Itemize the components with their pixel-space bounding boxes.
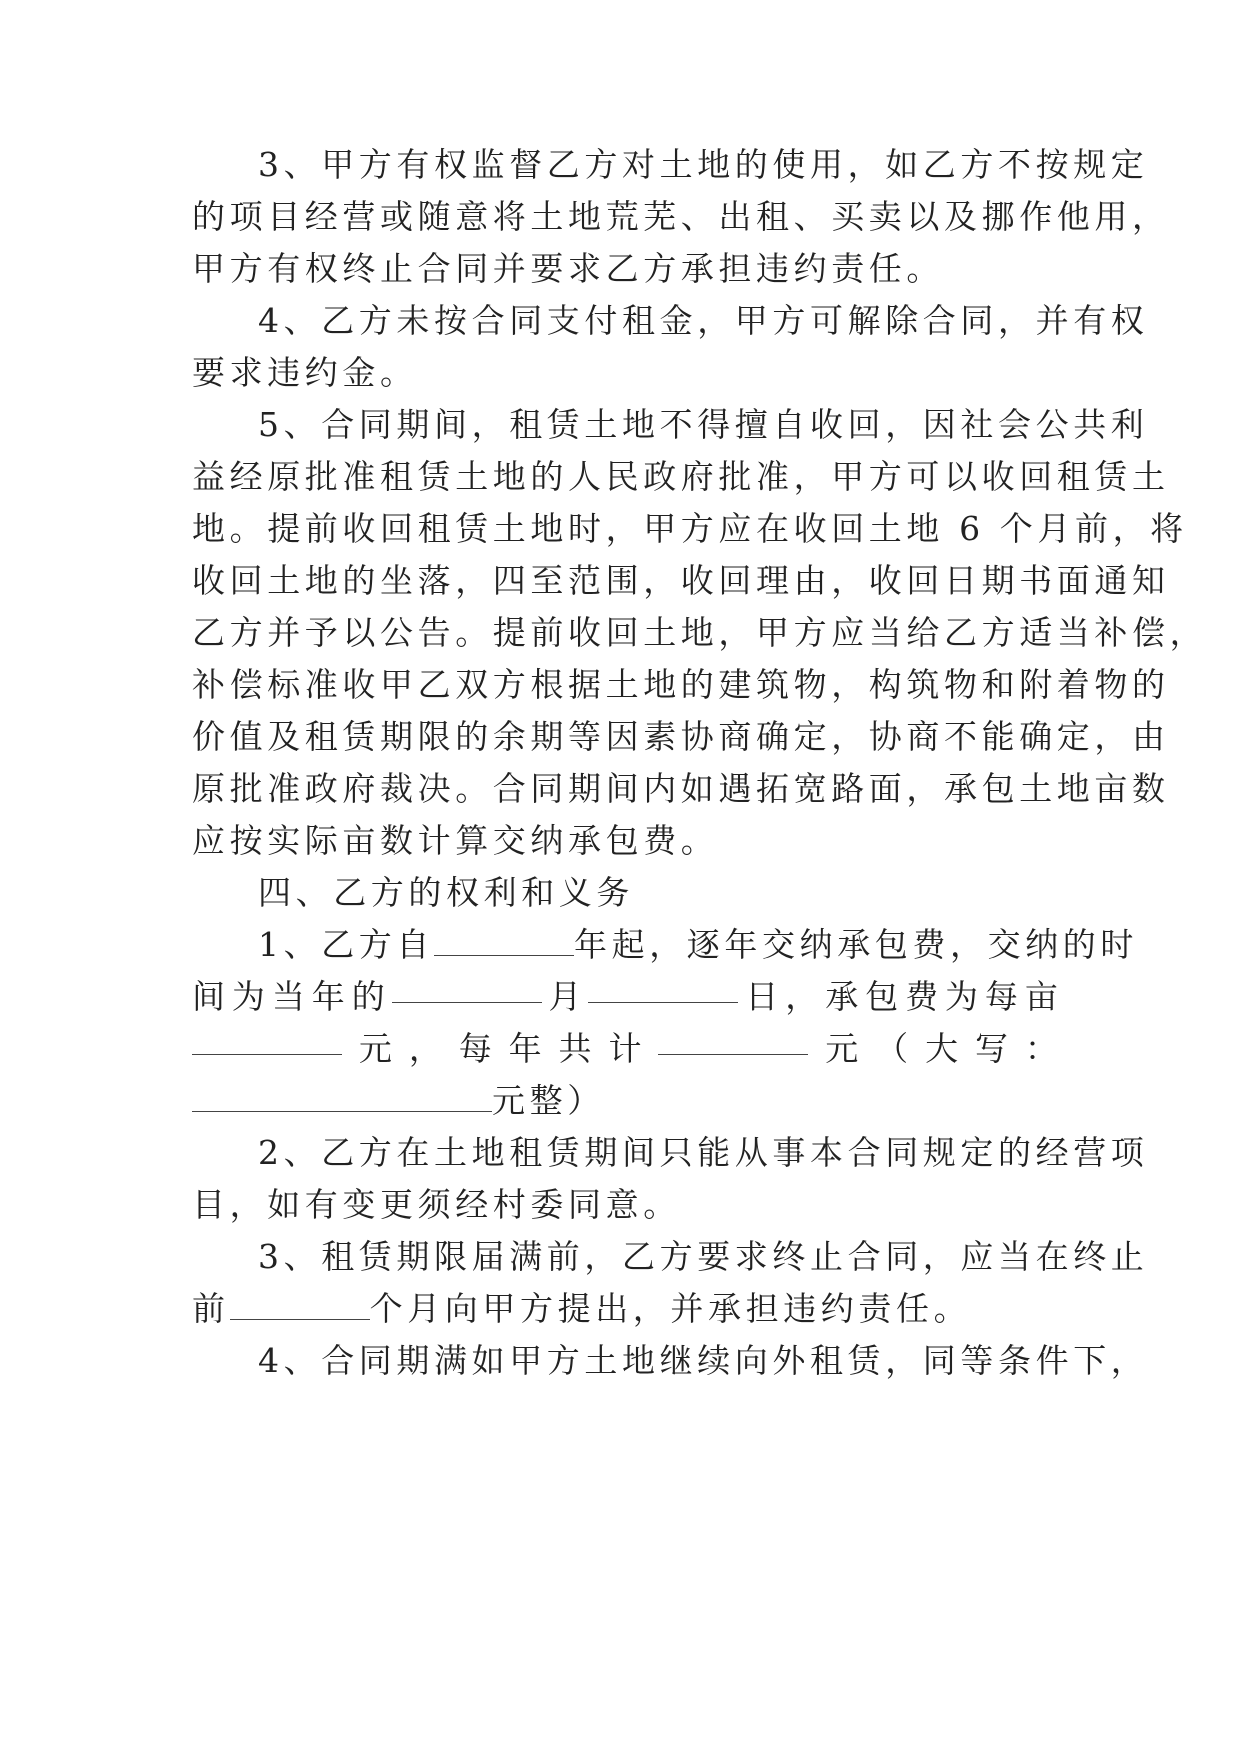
s4-item1-l2-char: 每 (984, 977, 1018, 1016)
s4-item1-l3-char: （ (875, 1029, 909, 1068)
s4-item1-l3-char: 大 (925, 1029, 959, 1068)
s4-item1-l3-char: 写 (974, 1029, 1008, 1068)
s4-item1-l2-char: 包 (865, 977, 899, 1016)
s4-item1-l2-char: 日 (745, 977, 779, 1016)
s4-item1-l3-char: 共 (558, 1029, 592, 1068)
s4-item1-l3-char: ： (1024, 1029, 1058, 1068)
clause-5-line-7: 价值及租赁期限的余期等因素协商确定，协商不能确定，由 (192, 717, 1170, 756)
s4-item1-l3-blank (658, 1026, 808, 1055)
s4-item1-l2-char: 亩 (1024, 977, 1058, 1016)
s4-item1-tail: 元整） (492, 1081, 605, 1120)
s4-item1-line-3 (192, 1026, 1058, 1072)
s4-item1-l3-char: 年 (508, 1029, 542, 1068)
clause-5-line-6: 补偿标准收甲乙双方根据土地的建筑物，构筑物和附着物的 (192, 665, 1170, 704)
clause-5-line-2: 益经原批准租赁土地的人民政府批准，甲方可以收回租赁土 (192, 457, 1170, 496)
s4-item1-l2-char: ， (785, 977, 819, 1016)
s4-item1-l2-char: 费 (905, 977, 939, 1016)
s4-item2-line-2: 目，如有变更须经村委同意。 (192, 1185, 681, 1224)
s4-item1-l2-char: 月 (548, 977, 582, 1016)
s4-item4-line-1: 4、合同期满如甲方土地继续向外租赁，同等条件下， (258, 1341, 1149, 1380)
s4-item1-l2-char: 承 (825, 977, 859, 1016)
s4-item1-l2-char: 年 (311, 977, 345, 1016)
clause-5-line-3: 地。提前收回租赁土地时，甲方应在收回土地 6 个月前，将 (192, 509, 1188, 548)
months-blank (230, 1291, 370, 1320)
s4-item3-text-b: 个月向甲方提出，并承担违约责任。 (369, 1289, 972, 1328)
s4-item1-l3-char: ， (408, 1029, 442, 1068)
s4-item1-l3-char: 元 (825, 1029, 859, 1068)
clause-4-line-1: 4、乙方未按合同支付租金，甲方可解除合同，并有权 (258, 301, 1149, 340)
section-heading: 四、乙方的权利和义务 (258, 873, 634, 912)
s4-item1-line-2 (192, 974, 1058, 1020)
s4-item1-l3-blank (192, 1026, 342, 1055)
s4-item1-text-b: 年起，逐年交纳承包费，交纳的时 (574, 925, 1138, 964)
s4-item1-l2-char: 为 (944, 977, 978, 1016)
s4-item1-line-1 (192, 922, 1138, 968)
s4-item1-l3-char: 每 (458, 1029, 492, 1068)
clause-3-line-3: 甲方有权终止合同并要求乙方承担违约责任。 (192, 249, 944, 288)
clause-3-line-2: 的项目经营或随意将土地荒芜、出租、买卖以及挪作他用， (192, 197, 1170, 236)
s4-item1-l2-char: 间 (192, 977, 225, 1016)
s4-item2-line-1: 2、乙方在土地租赁期间只能从事本合同规定的经营项 (258, 1133, 1149, 1172)
clause-5-line-4: 收回土地的坐落，四至范围，收回理由，收回日期书面通知 (192, 561, 1170, 600)
clause-5-line-1: 5、合同期间，租赁土地不得擅自收回，因社会公共利 (258, 405, 1149, 444)
clause-4-line-2: 要求违约金。 (192, 353, 418, 392)
s4-item1-l2-blank (588, 974, 738, 1003)
year-blank (434, 927, 574, 956)
amount-in-words-blank (192, 1083, 492, 1112)
s4-item1-l2-char: 为 (231, 977, 265, 1016)
s4-item1-l2-char: 当 (271, 977, 305, 1016)
s4-item3-line-1: 3、租赁期限届满前，乙方要求终止合同，应当在终止 (258, 1237, 1149, 1276)
s4-item1-l2-blank (392, 974, 542, 1003)
clause-5-line-8: 原批准政府裁决。合同期间内如遇拓宽路面，承包土地亩数 (192, 769, 1170, 808)
s4-item1-text-a: 1、乙方自 (258, 925, 434, 964)
clause-5-line-9: 应按实际亩数计算交纳承包费。 (192, 821, 719, 860)
s4-item1-line-4 (192, 1078, 1058, 1124)
s4-item3-text-a: 前 (192, 1289, 230, 1328)
s4-item1-l2-char: 的 (351, 977, 385, 1016)
s4-item1-l3-char: 元 (358, 1029, 392, 1068)
s4-item3-line-2 (192, 1286, 1058, 1332)
clause-5-line-5: 乙方并予以公告。提前收回土地，甲方应当给乙方适当补偿， (192, 613, 1208, 652)
s4-item1-l3-char: 计 (608, 1029, 642, 1068)
clause-3-line-1: 3、甲方有权监督乙方对土地的使用，如乙方不按规定 (258, 145, 1149, 184)
